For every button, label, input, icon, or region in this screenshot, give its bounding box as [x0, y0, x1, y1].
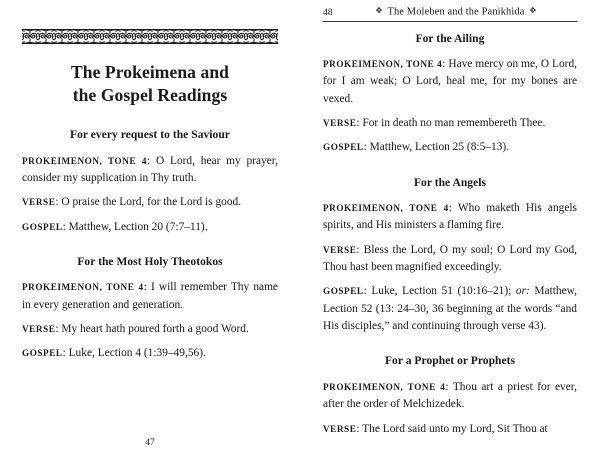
entry-text: My heart hath poured forth a good Word.: [61, 323, 249, 336]
entry-text: Thou art a priest for ever, after the order of Melchizedek.: [323, 380, 577, 411]
entry-label: GOSPEL: [22, 348, 63, 359]
entry-colon: :: [448, 202, 458, 215]
cross-ornament-icon: ✥: [529, 6, 537, 15]
decorative-scrollwork-band-ornament: [22, 29, 278, 44]
entry-prokeimenon: [323, 56, 577, 108]
entry-label: GOSPEL: [323, 286, 364, 297]
entry-gospel: [323, 283, 577, 335]
section-heading: For the Angels: [413, 176, 487, 189]
entry-verse: [323, 421, 577, 438]
folio-left: 47: [145, 438, 155, 448]
page-title-line-1: The Prokeimena and: [70, 62, 230, 82]
entry-text: For in death no man remembereth Thee.: [362, 116, 546, 129]
entry-text: Luke, Lection 4 (1:39–49,56).: [68, 347, 206, 360]
entry-label: VERSE: [22, 197, 56, 208]
entry-prokeimenon: [323, 200, 577, 235]
entry-text: I will remember Thy name in every generation and generation.: [22, 281, 278, 311]
right-page: [300, 0, 600, 473]
entry-colon: :: [445, 380, 453, 393]
entry-text: O Lord, hear my prayer, consider my supplication in Thy truth.: [22, 154, 278, 184]
entry-label: PROKEIMENON, TONE 4: [323, 203, 449, 214]
entry-gospel: [22, 345, 278, 362]
entry-prokeimenon: [323, 379, 577, 414]
entry-label: PROKEIMENON, TONE 4: [22, 155, 147, 166]
entry-colon: :: [356, 116, 363, 129]
running-head-rule: [323, 21, 577, 22]
entry-text: Matthew, Lection 25 (8:5–13).: [369, 141, 509, 154]
entry-text: Bless the Lord, O my soul; O Lord my God, Thou hast been magnified exceedingly.: [323, 243, 577, 274]
running-head-title: [351, 6, 577, 18]
running-head-text: The Moleben and the Panikhida: [387, 6, 525, 18]
entry-colon: :: [363, 141, 370, 154]
entry-gospel: [22, 219, 278, 236]
entry-label: VERSE: [323, 423, 357, 434]
entry-label: VERSE: [323, 117, 357, 128]
section-heading: For every request to the Saviour: [70, 129, 230, 142]
entry-label: PROKEIMENON, TONE 4: [323, 381, 446, 392]
running-head: [323, 0, 577, 18]
entry-gospel: [323, 139, 577, 156]
entry-colon: :: [147, 154, 156, 167]
entry-text: Luke, Lection 51 (10:16–21);: [371, 285, 516, 298]
entry-colon: :: [62, 347, 69, 360]
entry-colon: :: [55, 196, 62, 209]
section-heading: For the Ailing: [415, 32, 485, 45]
entry-prokeimenon: [22, 153, 278, 188]
entry-text-italic: or:: [515, 285, 530, 298]
entry-label: PROKEIMENON, TONE 4: [22, 282, 144, 293]
section-heading: For a Prophet or Prophets: [384, 355, 516, 368]
entry-text: O praise the Lord, for the Lord is good.: [61, 196, 242, 209]
entry-colon: :: [55, 323, 62, 336]
page-title-line-2: the Gospel Readings: [72, 85, 228, 106]
section-heading: For the Most Holy Theotokos: [77, 255, 223, 268]
entry-text-cont: Matthew, Lection 52 (13: 24–30, 36 beginning at the words “and His disciples,” and continuing through verse 43).: [323, 285, 577, 333]
entry-text: Who maketh His angels spirits, and His ministers a flaming fire.: [323, 202, 577, 232]
entry-text: Matthew, Lection 20 (7:7–11).: [68, 220, 208, 233]
entry-colon: :: [363, 285, 372, 298]
entry-prokeimenon: [22, 279, 278, 314]
cross-ornament-icon: ✥: [375, 6, 383, 15]
page-title: [22, 61, 278, 107]
folio-right: 48: [323, 6, 333, 18]
entry-verse: [323, 115, 577, 132]
entry-label: VERSE: [22, 324, 56, 335]
entry-label: VERSE: [323, 244, 357, 255]
entry-label: GOSPEL: [323, 142, 364, 153]
entry-colon: :: [442, 57, 449, 70]
entry-verse: [22, 321, 278, 338]
entry-verse: [22, 194, 278, 211]
entry-colon: :: [356, 422, 363, 435]
entry-colon: :: [143, 281, 151, 294]
entry-text: Have mercy on me, O Lord, for I am weak; O Lord, heal me, for my bones are vexed.: [323, 57, 577, 105]
entry-colon: :: [62, 220, 69, 233]
entry-text: The Lord said unto my Lord, Sit Thou at: [362, 422, 548, 435]
entry-label: GOSPEL: [22, 221, 63, 232]
entry-label: PROKEIMENON, TONE 4: [323, 58, 443, 69]
entry-verse: [323, 242, 577, 277]
entry-colon: :: [356, 243, 364, 256]
